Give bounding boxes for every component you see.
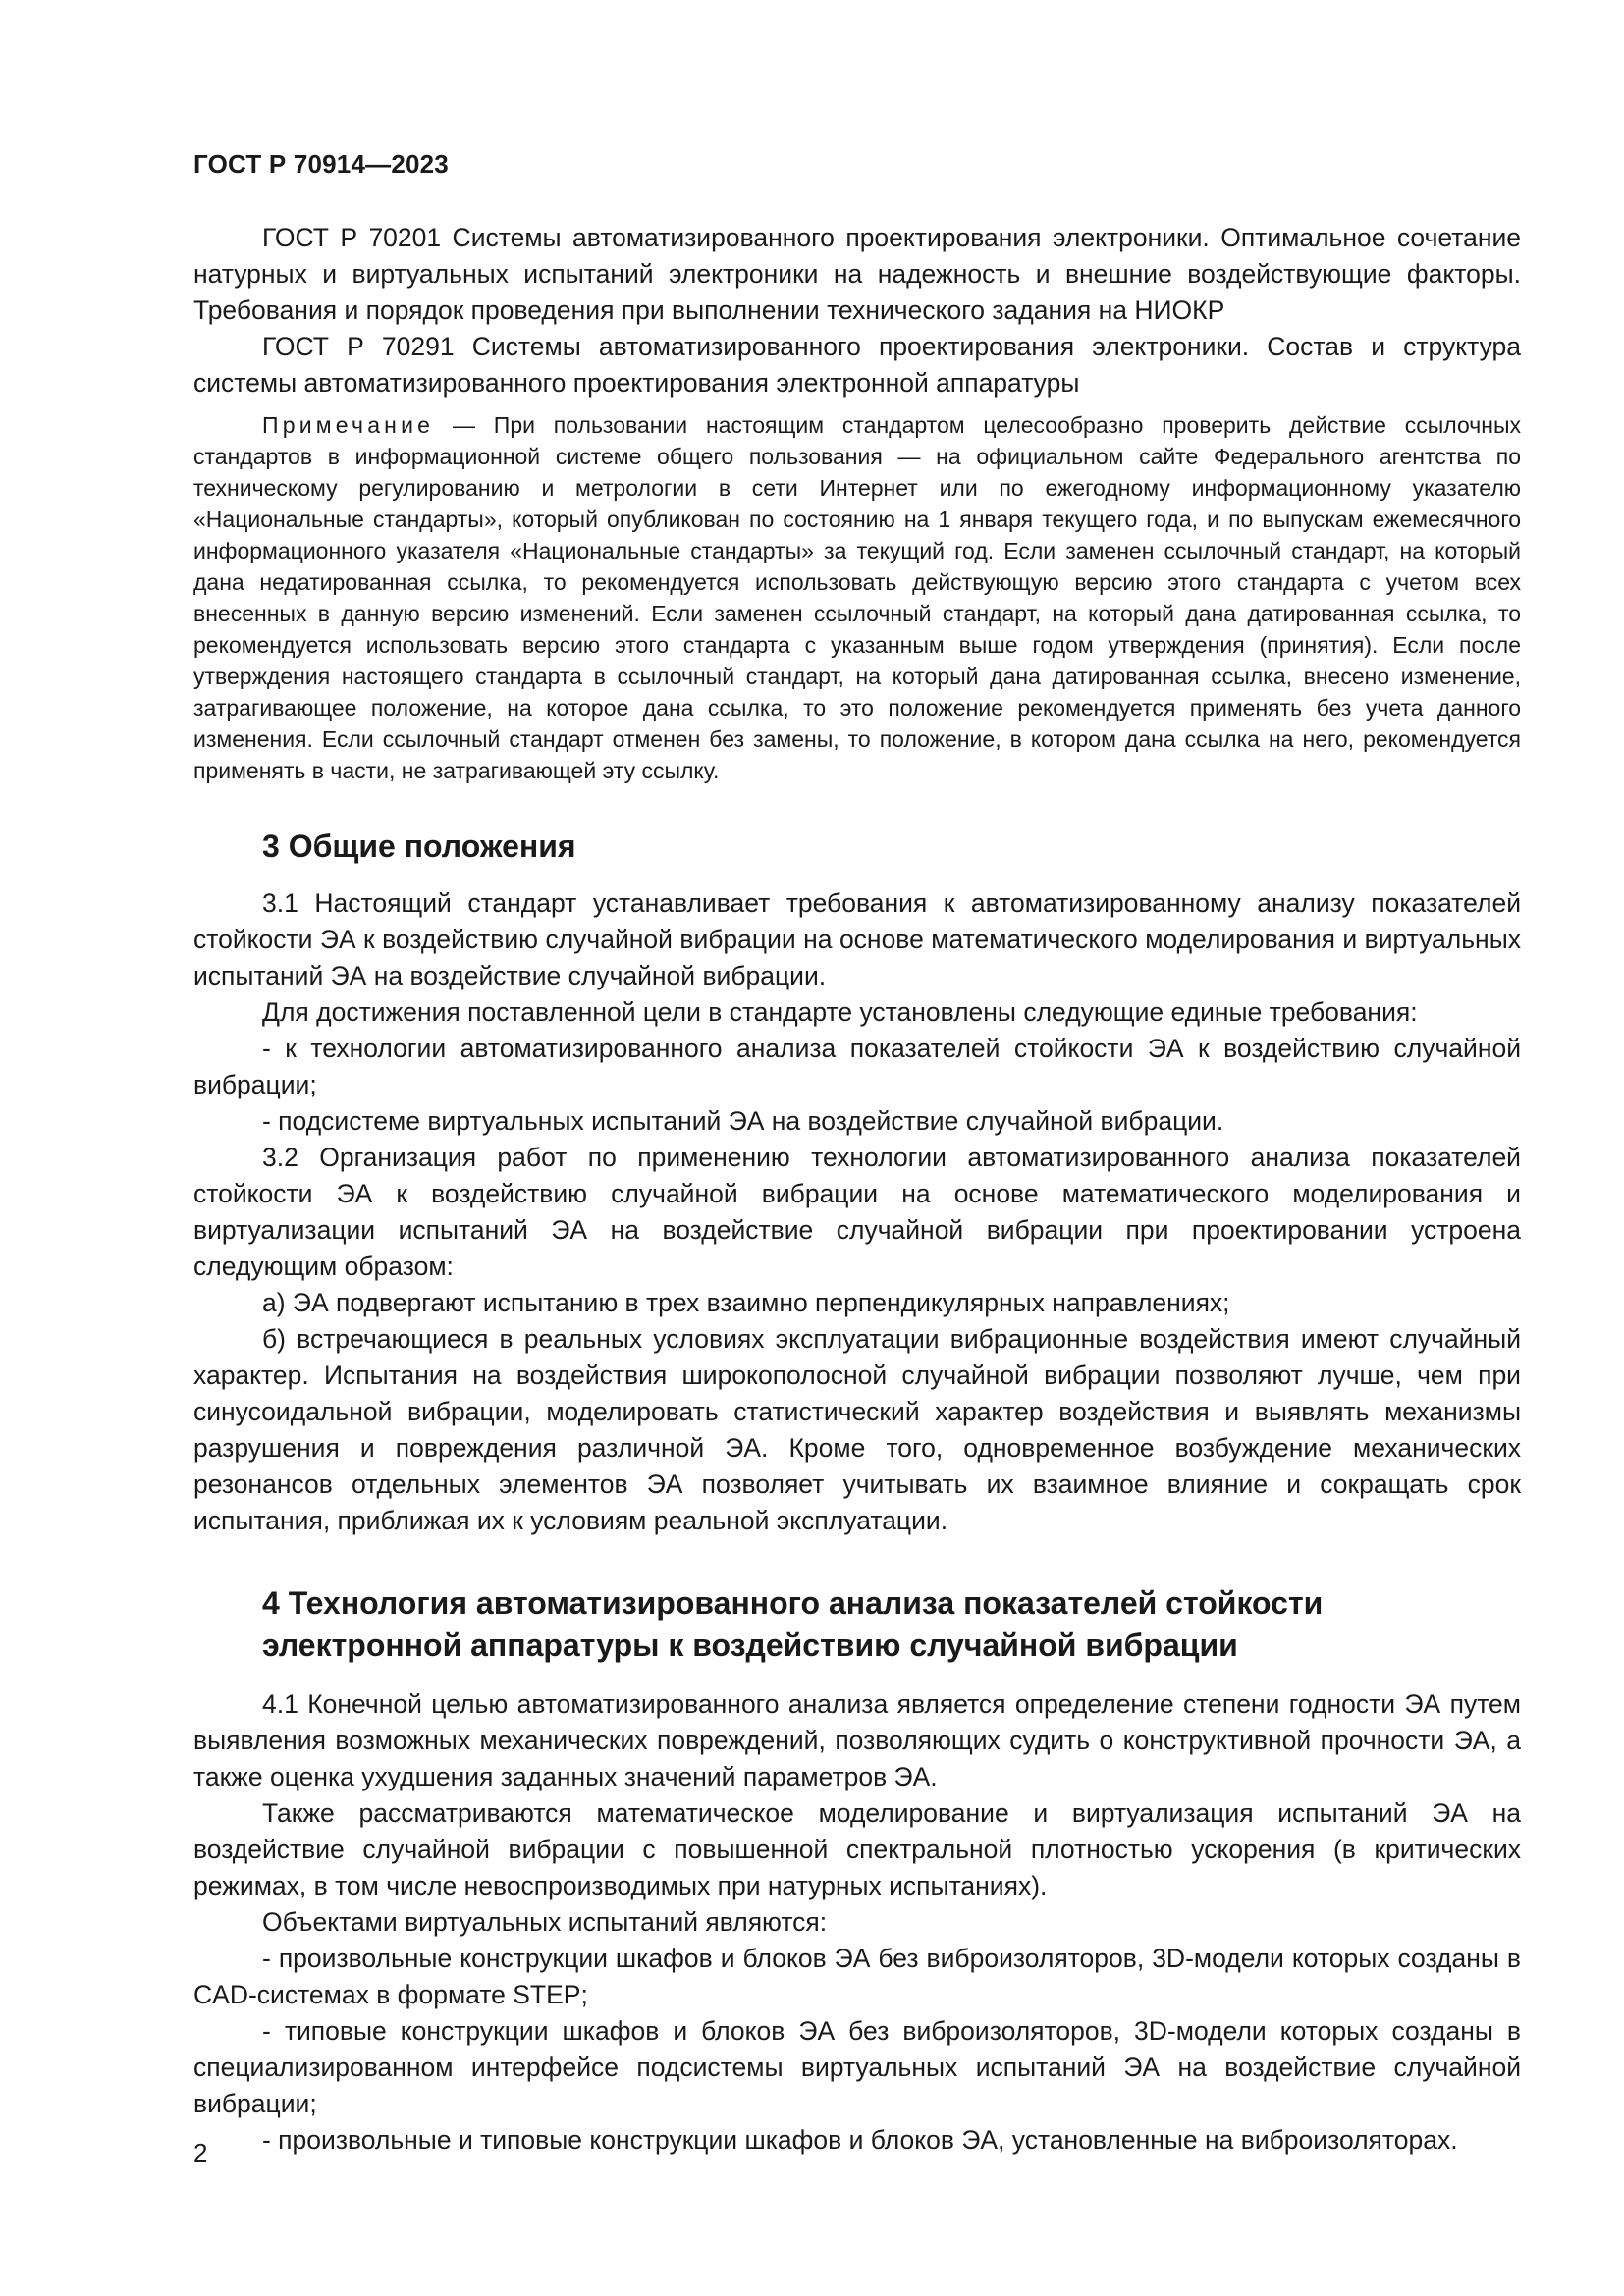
list-item: б) встречающиеся в реальных условиях эксплуатации вибрационные воздействия имеют случайный характер. Испытания на воздействия широкополосной случайной вибрации позволяют лучше, чем при синусоидальной вибрации, моделировать статистический характер воздействия и выявлять механизмы разрушения и повреждения различной ЭА. Кроме того, одновременное возбуждение механических резонансов отдельных элементов ЭА позволяет учитывать их взаимное влияние и сокращать срок испытания, приближая их к условиям реальной эксплуатации.: [193, 1324, 1521, 1535]
list-item: - произвольные конструкции шкафов и блоков ЭА без виброизоляторов, 3D-модели которых созданы в CAD-системах в формате STEP;: [193, 1944, 1521, 2009]
list-item: - типовые конструкции шкафов и блоков ЭА без виброизоляторов, 3D-модели которых созданы в специализированном интерфейсе подсистемы виртуальных испытаний ЭА на воздействие случайной вибрации;: [193, 2016, 1521, 2118]
body-paragraph: Также рассматриваются математическое моделирование и виртуализация испытаний ЭА на воздействие случайной вибрации с повышенной спектральной плотностью ускорения (в критических режимах, в том числе невоспроизводимых при натурных испытаниях).: [193, 1798, 1521, 1900]
section-heading-4-line1: 4 Технология автоматизированного анализа показателей стойкости: [262, 1585, 1324, 1621]
page-header-doc-id: ГОСТ Р 70914—2023: [193, 149, 449, 179]
section-heading-4: [193, 1582, 1521, 1667]
body-paragraph: Объектами виртуальных испытаний являются:: [262, 1907, 828, 1937]
body-paragraph: Для достижения поставленной цели в стандарте установлены следующие единые требования:: [262, 997, 1418, 1027]
list-item: - произвольные и типовые конструкции шкафов и блоков ЭА, установленные на виброизоляторах.: [262, 2125, 1458, 2155]
page-content: [193, 220, 1521, 2159]
reference-entry: ГОСТ Р 70291 Системы автоматизированного проектирования электроники. Состав и структура системы автоматизированного проектирования электронной аппаратуры: [193, 332, 1521, 398]
list-item: - к технологии автоматизированного анализа показателей стойкости ЭА к воздействию случайной вибрации;: [193, 1034, 1521, 1099]
reference-entry: ГОСТ Р 70201 Системы автоматизированного проектирования электроники. Оптимальное сочетание натурных и виртуальных испытаний электроники на надежность и внешние воздействующие факторы. Требования и порядок проведения при выполнении технического задания на НИОКР: [193, 223, 1521, 325]
note-text: — При пользовании настоящим стандартом целесообразно проверить действие ссылочных стандартов в информационной системе общего пользования — на официальном сайте Федерального агентства по техническому регулированию и метрологии в сети Интернет или по ежегодному информационному указателю «Национальные стандарты», который опубликован по состоянию на 1 января текущего года, и по выпускам ежемесячного информационного указателя «Национальные стандарты» за текущий год. Если заменен ссылочный стандарт, на который дана недатированная ссылка, то рекомендуется использовать действующую версию этого стандарта с учетом всех внесенных в данную версию изменений. Если заменен ссылочный стандарт, на который дана датированная ссылка, то рекомендуется использовать версию этого стандарта с указанным выше годом утверждения (принятия). Если после утверждения настоящего стандарта в ссылочный стандарт, на который дана датированная ссылка, внесено изменение, затрагивающее положение, на которое дана ссылка, то это положение рекомендуется применять без учета данного изменения. Если ссылочный стандарт отменен без замены, то положение, в котором дана ссылка на него, рекомендуется применять в части, не затрагивающей эту ссылку.: [193, 412, 1521, 783]
page-number: 2: [193, 2138, 208, 2167]
body-paragraph: 3.1 Настоящий стандарт устанавливает требования к автоматизированному анализу показателей стойкости ЭА к воздействию случайной вибрации на основе математического моделирования и виртуальных испытаний ЭА на воздействие случайной вибрации.: [193, 888, 1521, 990]
list-item: а) ЭА подвергают испытанию в трех взаимно перпендикулярных направлениях;: [262, 1288, 1230, 1317]
body-paragraph: 3.2 Организация работ по применению технологии автоматизированного анализа показателей стойкости ЭА к воздействию случайной вибрации на основе математического моделирования и виртуализации испытаний ЭА на воздействие случайной вибрации при проектировании устроена следующим образом:: [193, 1143, 1521, 1281]
section-heading-4-line2: электронной аппаратуры к воздействию случайной вибрации: [262, 1628, 1238, 1663]
body-paragraph: 4.1 Конечной целью автоматизированного анализа является определение степени годности ЭА путем выявления возможных механических повреждений, позволяющих судить о конструктивной прочности ЭА, а также оценка ухудшения заданных значений параметров ЭА.: [193, 1689, 1521, 1791]
note-label: Примечание: [262, 412, 435, 438]
note-paragraph: [193, 409, 1521, 786]
section-heading-3: 3 Общие положения: [262, 828, 576, 864]
list-item: - подсистеме виртуальных испытаний ЭА на воздействие случайной вибрации.: [262, 1106, 1224, 1136]
